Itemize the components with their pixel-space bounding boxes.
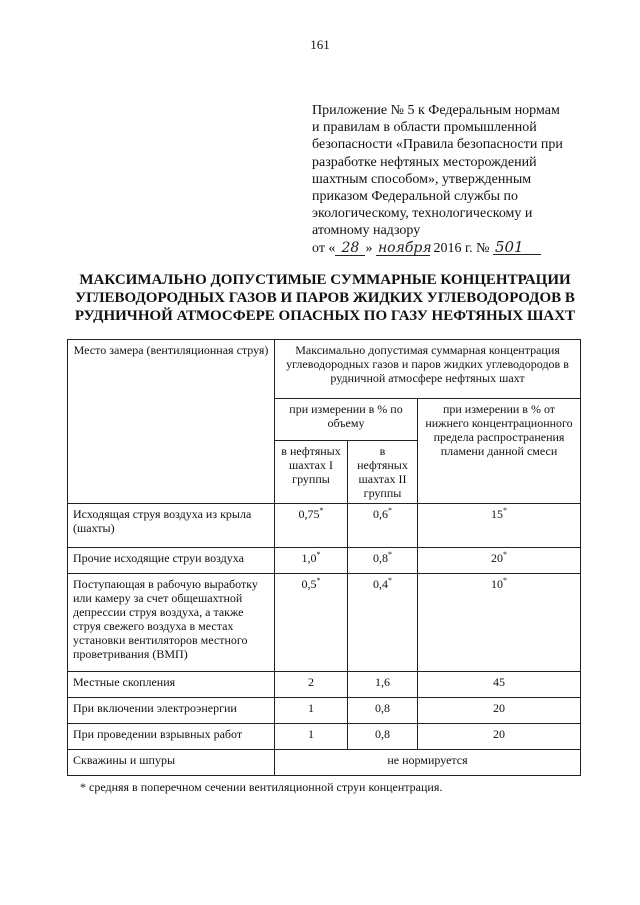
cell-group-2 <box>348 504 418 548</box>
year-text: 2016 г. № <box>433 240 490 256</box>
handwritten-day: 28 <box>335 241 365 256</box>
appendix-line: приказом Федеральной службы по <box>312 189 518 205</box>
cell-group-1 <box>275 504 348 548</box>
header-place: Место замера (вентиляционная струя) <box>68 340 275 504</box>
title-line: МАКСИМАЛЬНО ДОПУСТИМЫЕ СУММАРНЫЕ КОНЦЕНТРАЦИИ <box>79 272 571 288</box>
table-row <box>68 750 581 776</box>
row-place: Прочие исходящие струи воздуха <box>68 548 275 574</box>
title-line: РУДНИЧНОЙ АТМОСФЕРЕ ОПАСНЫХ ПО ГАЗУ НЕФТЯНЫХ ШАХТ <box>74 308 576 324</box>
cell-group-2 <box>348 574 418 672</box>
footnote-mark: * <box>388 576 392 585</box>
cell-lower-limit <box>418 548 581 574</box>
row-place: Местные скопления <box>68 672 275 698</box>
cell-value: 15 <box>491 507 503 521</box>
handwritten-month: ноября <box>377 239 432 256</box>
date-prefix: от « <box>312 240 336 256</box>
table-row <box>68 574 581 672</box>
cell-lower-limit: 20 <box>418 724 581 750</box>
cell-value: 0,6 <box>373 507 388 521</box>
row-place: При проведении взрывных работ <box>68 724 275 750</box>
row-place: Поступающая в рабочую выработку или камеру за счет общешахтной депрессии струя воздуха, а также струя свежего воздуха в местах установки вентиляторов местного проветривания (ВМП) <box>68 574 275 672</box>
cell-lower-limit <box>418 574 581 672</box>
footnote-mark: * <box>503 576 507 585</box>
cell-value: 1,0 <box>301 551 317 565</box>
appendix-line: разработке нефтяных месторождений <box>312 154 537 170</box>
header-group-2: в нефтяных шахтах II группы <box>348 441 418 504</box>
cell-group-1 <box>275 574 348 672</box>
appendix-line: безопасности «Правила безопасности при <box>312 137 563 153</box>
row-place: Скважины и шпуры <box>68 750 275 776</box>
footnote-mark: * <box>319 506 324 515</box>
cell-value: 0,5 <box>301 577 317 591</box>
cell-group-2: 1,6 <box>348 672 418 698</box>
header-lower-limit: при измерении в % от нижнего концентрационного предела распространения пламени данной смеси <box>418 399 581 504</box>
cell-group-2: 0,8 <box>348 698 418 724</box>
cell-lower-limit: 45 <box>418 672 581 698</box>
cell-value: 20 <box>491 551 503 565</box>
header-group-1: в нефтяных шахтах I группы <box>275 441 348 504</box>
appendix-line: и правилам в области промышленной <box>312 120 537 136</box>
cell-value: 0,4 <box>373 577 388 591</box>
page-number: 161 <box>310 37 330 52</box>
row-place: При включении электроэнергии <box>68 698 275 724</box>
cell-lower-limit: 20 <box>418 698 581 724</box>
cell-group-1: 2 <box>275 672 348 698</box>
cell-value: 0,75 <box>298 507 320 521</box>
footnote-mark: * <box>503 550 507 559</box>
table-row <box>68 698 581 724</box>
cell-group-1: 1 <box>275 698 348 724</box>
cell-value: 0,8 <box>373 551 388 565</box>
header-max-concentration: Максимально допустимая суммарная концентрация углеводородных газов и паров жидких углеводородов в рудничной атмосфере нефтяных шахт <box>275 340 581 399</box>
concentration-table <box>67 339 581 776</box>
footnote-mark: * <box>388 506 392 515</box>
cell-group-2 <box>348 548 418 574</box>
cell-value: 10 <box>491 577 503 591</box>
document-title <box>70 271 580 325</box>
appendix-line: экологическому, технологическому и <box>312 206 533 222</box>
cell-group-2: 0,8 <box>348 724 418 750</box>
table-row <box>68 504 581 548</box>
footnote-mark: * <box>316 550 321 559</box>
table-row <box>68 724 581 750</box>
cell-group-1: 1 <box>275 724 348 750</box>
footnote-mark: * <box>503 506 507 515</box>
header-volume: при измерении в % по объему <box>275 399 418 441</box>
appendix-line: шахтным способом», утвержденным <box>312 171 532 187</box>
appendix-line: Приложение № 5 к Федеральным нормам <box>312 103 560 118</box>
cell-not-normalized: не нормируется <box>275 750 581 776</box>
table-row <box>68 548 581 574</box>
handwritten-order-number: 501 <box>493 240 541 255</box>
approval-line <box>312 237 612 257</box>
row-place: Исходящая струя воздуха из крыла (шахты) <box>68 504 275 548</box>
cell-group-1 <box>275 548 348 574</box>
cell-lower-limit <box>418 504 581 548</box>
footnote: * средняя в поперечном сечении вентиляционной струи концентрация. <box>80 780 443 794</box>
footnote-mark: * <box>388 550 392 559</box>
footnote-mark: * <box>316 576 321 585</box>
date-mid: » <box>365 240 373 256</box>
appendix-line: атомному надзору <box>312 223 421 239</box>
table-row <box>68 672 581 698</box>
title-line: УГЛЕВОДОРОДНЫХ ГАЗОВ И ПАРОВ ЖИДКИХ УГЛЕВОДОРОДОВ В <box>75 290 575 306</box>
appendix-note <box>312 102 612 257</box>
